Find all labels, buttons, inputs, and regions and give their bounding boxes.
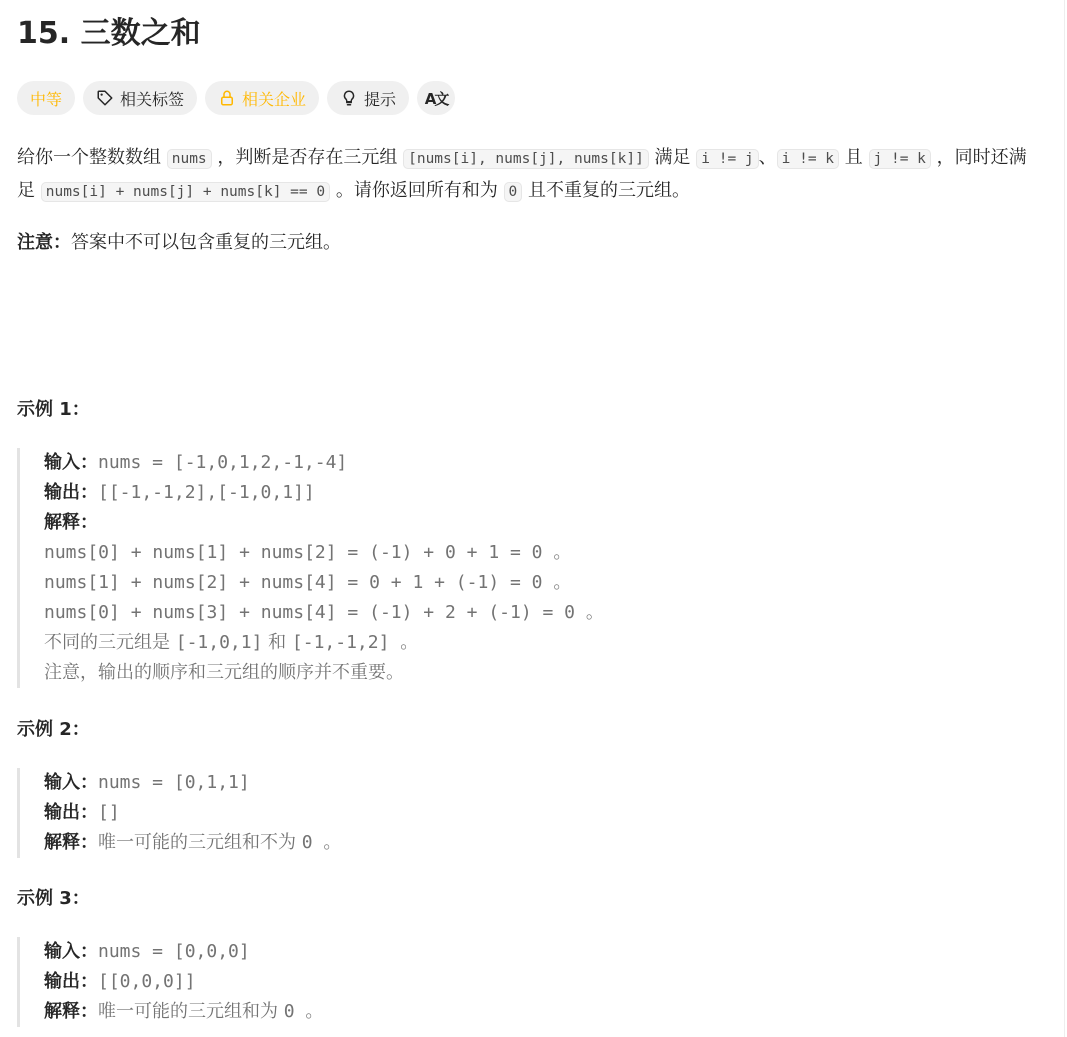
output-value: [[-1,-1,2],[-1,0,1]] bbox=[98, 482, 315, 503]
code-zero: 0 bbox=[504, 182, 523, 202]
hint-button[interactable] bbox=[327, 81, 409, 115]
lightbulb-icon bbox=[340, 89, 358, 107]
explanation-equation: nums[0] + nums[3] + nums[4] = (-1) + 2 + (-1) = 0 。 bbox=[44, 602, 604, 623]
explanation-equation: nums[1] + nums[2] + nums[4] = 0 + 1 + (-1) = 0 。 bbox=[44, 572, 572, 593]
code-sum: nums[i] + nums[j] + nums[k] == 0 bbox=[41, 182, 330, 202]
input-value: nums = [0,1,1] bbox=[98, 772, 250, 793]
explanation-code: 0 bbox=[301, 832, 313, 853]
explanation-text: 唯一可能的三元组和为 bbox=[98, 1001, 284, 1022]
triple-value: [-1,0,1] bbox=[175, 632, 263, 653]
difficulty-label: 中等 bbox=[30, 89, 63, 109]
statement-text: 满足 bbox=[648, 147, 697, 168]
translate-button[interactable] bbox=[417, 81, 455, 115]
statement-text: ，判断是否存在三元组 bbox=[211, 147, 404, 168]
explanation-equation: nums[0] + nums[1] + nums[2] = (-1) + 0 + 1 = 0 。 bbox=[44, 542, 572, 563]
output-label: 输出： bbox=[44, 482, 98, 503]
problem-title: 15. 三数之和 bbox=[17, 16, 201, 51]
code-j-ne-k: j != k bbox=[869, 149, 931, 169]
explanation-line bbox=[44, 568, 604, 598]
example-input bbox=[44, 768, 341, 798]
code-i-ne-k: i != k bbox=[777, 149, 839, 169]
explanation-label: 解释： bbox=[44, 832, 98, 853]
statement-text: 给你一个整数数组 bbox=[17, 147, 167, 168]
output-label: 输出： bbox=[44, 971, 98, 992]
example-output bbox=[44, 967, 323, 997]
triple-value: [-1,-1,2] bbox=[291, 632, 390, 653]
input-value: nums = [-1,0,1,2,-1,-4] bbox=[98, 452, 348, 473]
explanation-line bbox=[44, 598, 604, 628]
example-input bbox=[44, 448, 604, 478]
related-tags-button[interactable] bbox=[83, 81, 197, 115]
code-nums: nums bbox=[167, 149, 212, 169]
note-paragraph bbox=[17, 227, 1043, 258]
related-companies-button[interactable] bbox=[205, 81, 319, 115]
output-value: [] bbox=[98, 802, 120, 823]
explanation-text: 。 bbox=[294, 1001, 324, 1022]
note-text: 答案中不可以包含重复的三元组。 bbox=[71, 232, 341, 253]
note-label: 注意： bbox=[17, 232, 71, 253]
explanation-text: 。 bbox=[389, 632, 419, 653]
example-output bbox=[44, 478, 604, 508]
statement-text: 且不重复的三元组。 bbox=[522, 180, 691, 201]
statement-text: 、 bbox=[758, 147, 777, 168]
explanation-line bbox=[44, 628, 604, 658]
explanation-label: 解释： bbox=[44, 1001, 98, 1022]
panel-divider bbox=[1064, 0, 1065, 1037]
explanation-text: 和 bbox=[262, 632, 292, 653]
problem-statement bbox=[17, 142, 1043, 208]
example-explanation bbox=[44, 508, 604, 538]
explanation-label: 解释： bbox=[44, 512, 98, 533]
example-2-heading: 示例 2： bbox=[17, 719, 90, 740]
statement-text: 且 bbox=[839, 147, 869, 168]
lock-icon bbox=[218, 89, 236, 107]
example-1-heading: 示例 1： bbox=[17, 399, 90, 420]
explanation-line bbox=[44, 658, 604, 688]
related-tags-label: 相关标签 bbox=[120, 89, 185, 109]
code-triple: [nums[i], nums[j], nums[k]] bbox=[403, 149, 649, 169]
explanation-text: 注意，输出的顺序和三元组的顺序并不重要。 bbox=[44, 662, 404, 683]
input-label: 输入： bbox=[44, 452, 98, 473]
example-output bbox=[44, 798, 341, 828]
related-companies-label: 相关企业 bbox=[242, 89, 307, 109]
output-value: [[0,0,0]] bbox=[98, 971, 196, 992]
explanation-text: 唯一可能的三元组和不为 bbox=[98, 832, 302, 853]
statement-text: ，同时还满足 bbox=[17, 147, 1027, 201]
example-2-block bbox=[17, 768, 341, 858]
example-input bbox=[44, 937, 323, 967]
example-explanation bbox=[44, 828, 341, 858]
example-3-heading: 示例 3： bbox=[17, 888, 90, 909]
difficulty-badge[interactable] bbox=[17, 81, 75, 115]
explanation-line bbox=[44, 538, 604, 568]
statement-text: 。请你返回所有和为 bbox=[330, 180, 504, 201]
translate-icon: A文 bbox=[424, 89, 448, 108]
explanation-code: 0 bbox=[283, 1001, 295, 1022]
input-label: 输入： bbox=[44, 772, 98, 793]
explanation-text: 不同的三元组是 bbox=[44, 632, 176, 653]
example-3-block bbox=[17, 937, 323, 1027]
input-label: 输入： bbox=[44, 941, 98, 962]
explanation-text: 。 bbox=[312, 832, 342, 853]
output-label: 输出： bbox=[44, 802, 98, 823]
code-i-ne-j: i != j bbox=[696, 149, 758, 169]
input-value: nums = [0,0,0] bbox=[98, 941, 250, 962]
example-1-block bbox=[17, 448, 604, 688]
example-explanation bbox=[44, 997, 323, 1027]
tag-icon bbox=[96, 89, 114, 107]
hint-label: 提示 bbox=[364, 89, 397, 109]
problem-tags bbox=[17, 81, 455, 115]
